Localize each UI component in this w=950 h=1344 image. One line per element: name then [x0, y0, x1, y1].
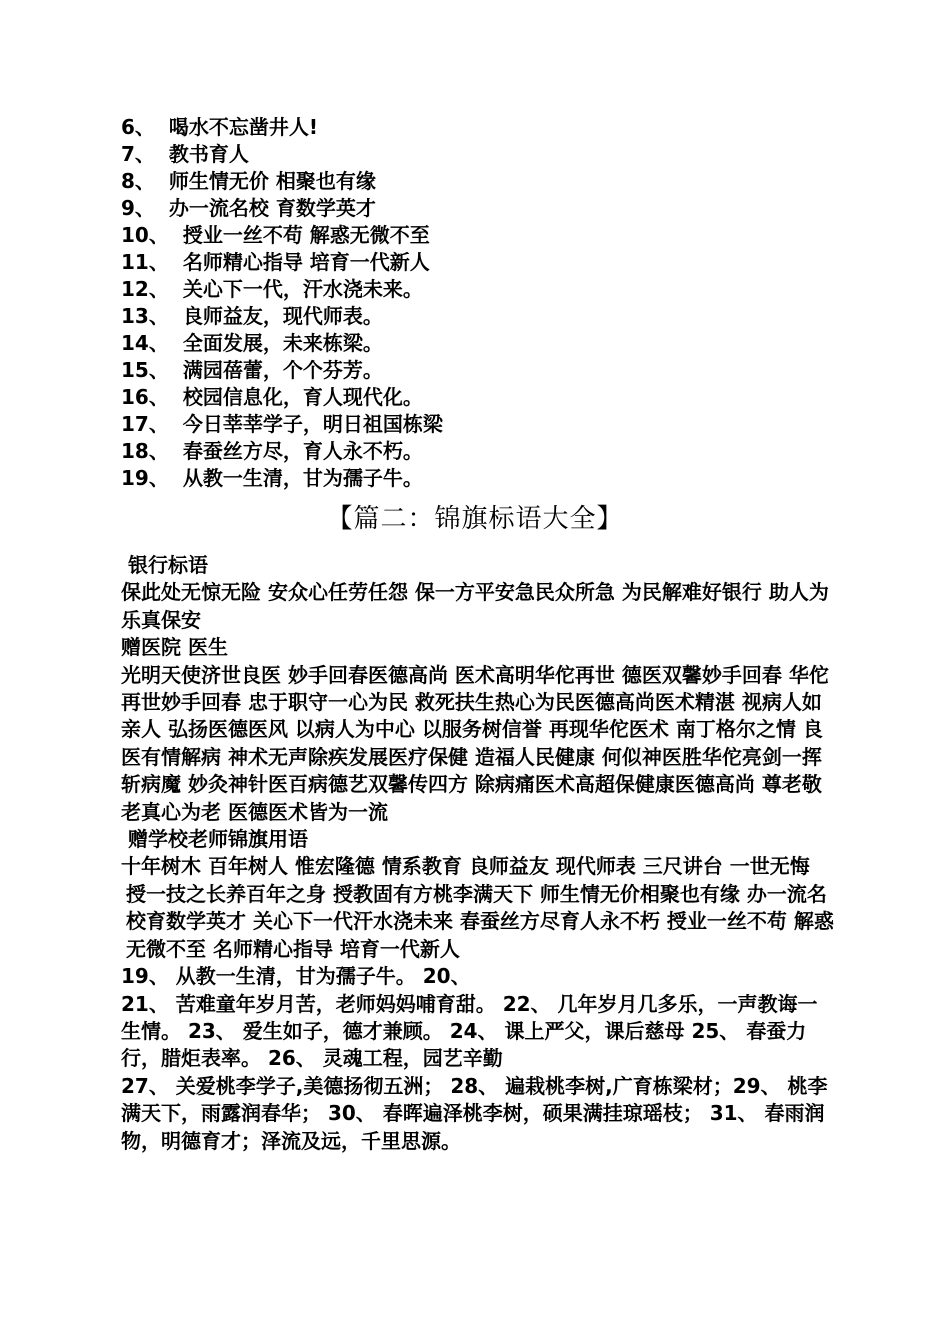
list-item [121, 141, 443, 168]
list-number: 15、 [121, 358, 169, 382]
list-number: 16、 [121, 385, 169, 409]
list-text: 授业一丝不苟 解惑无微不至 [182, 223, 430, 247]
list-text: 从教一生清，甘为孺子牛。 [182, 466, 423, 490]
list-text: 今日莘莘学子，明日祖国栋梁 [182, 412, 443, 436]
list-item [121, 357, 443, 384]
list-item [121, 222, 443, 249]
list-number: 10、 [121, 223, 169, 247]
list-text: 教书育人 [168, 142, 249, 166]
list-text: 良师益友，现代师表。 [182, 304, 383, 328]
list-item [121, 249, 443, 276]
list-text: 春蚕丝方尽，育人永不朽。 [182, 439, 423, 463]
list-item [121, 411, 443, 438]
list-number: 6、 [121, 115, 155, 139]
slogan-list [121, 114, 443, 492]
list-number: 17、 [121, 412, 169, 436]
list-number: 13、 [121, 304, 169, 328]
section-heading: 【篇二：锦旗标语大全】 [326, 504, 624, 534]
list-text: 关心下一代，汗水浇未来。 [182, 277, 423, 301]
list-item [121, 114, 443, 141]
list-number: 19、 [121, 466, 169, 490]
numbered-tail-1: 19、 从教一生清，甘为孺子牛。 20、 [121, 964, 471, 989]
section-body [115, 552, 837, 1155]
numbered-tail-3: 27、 关爱桃李学子,美德扬彻五洲； 28、 遍栽桃李树,广育栋梁材；29、 桃李满天下，雨露润春华； 30、 春晖遍泽桃李树，硕果满挂琼瑶枝； 31、 春雨润物，明德育才；泽流及远，千里思源。 [121, 1073, 828, 1153]
list-item [121, 384, 443, 411]
hospital-title: 赠医院 医生 [121, 635, 228, 660]
list-item [121, 330, 443, 357]
list-number: 8、 [121, 169, 155, 193]
list-item [121, 276, 443, 303]
list-text: 满园蓓蕾，个个芬芳。 [182, 358, 383, 382]
list-text: 全面发展，未来栋梁。 [182, 331, 383, 355]
school-slogans-2: 授一技之长养百年之身 授教固有方桃李满天下 师生情无价相聚也有缘 办一流名校育数学英才 关心下一代汗水浇未来 春蚕丝方尽育人永不朽 授业一丝不苟 解惑无微不至 名师精心指导 培育一代新人 [126, 881, 834, 961]
list-item [121, 465, 443, 492]
list-text: 喝水不忘凿井人! [168, 115, 319, 139]
list-item [121, 195, 443, 222]
school-slogans-1: 十年树木 百年树人 惟宏隆德 情系教育 良师益友 现代师表 三尺讲台 一世无悔 [121, 854, 810, 879]
list-number: 18、 [121, 439, 169, 463]
list-number: 9、 [121, 196, 155, 220]
list-item [121, 168, 443, 195]
list-text: 师生情无价 相聚也有缘 [168, 169, 376, 193]
list-number: 11、 [121, 250, 169, 274]
bank-title: 银行标语 [128, 553, 208, 577]
list-text: 名师精心指导 培育一代新人 [182, 250, 430, 274]
school-title: 赠学校老师锦旗用语 [128, 827, 308, 852]
list-text: 办一流名校 育数学英才 [168, 196, 376, 220]
hospital-slogans: 光明天使济世良医 妙手回春医德高尚 医术高明华佗再世 德医双馨妙手回春 华佗再世妙手回春 忠于职守一心为民 救死扶生热心为民医德高尚医术精湛 视病人如亲人 弘扬医德医风 以病人为中心 以服务树信誉 再现华佗医术 南丁格尔之情 良医有情解病 神术无声除疾发展医疗保健 造福人民健康 何似神医胜华佗亮剑一挥斩病魔 妙灸神针医百病德艺双馨传四方 除病痛医术高超保健康医德高尚 尊老敬老真心为老 医德医术皆为一流 [121, 662, 829, 824]
list-item [121, 303, 443, 330]
list-number: 7、 [121, 142, 155, 166]
bank-slogans: 保此处无惊无险 安众心任劳任怨 保一方平安急民众所急 为民解难好银行 助人为乐真保安 [121, 580, 829, 632]
list-number: 12、 [121, 277, 169, 301]
list-number: 14、 [121, 331, 169, 355]
list-text: 校园信息化，育人现代化。 [182, 385, 423, 409]
numbered-tail-2: 21、 苦难童年岁月苦，老师妈妈哺育甜。 22、 几年岁月几多乐，一声教诲一生情。 23、 爱生如子，德才兼顾。 24、 课上严父，课后慈母 25、 春蚕力行，腊炬表率。 26、 灵魂工程，园艺辛勤 [121, 991, 818, 1071]
list-item [121, 438, 443, 465]
